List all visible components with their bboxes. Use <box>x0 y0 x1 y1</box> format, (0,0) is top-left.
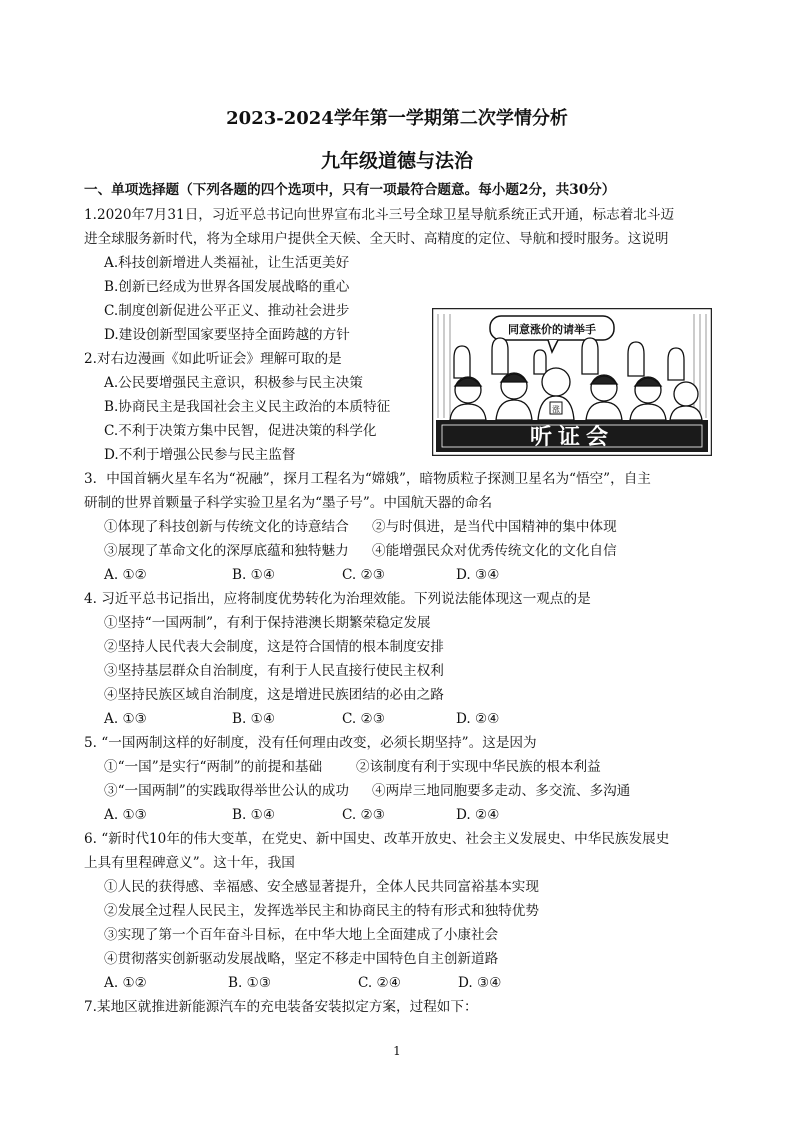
q1-option-b: B.创新已经成为世界各国发展战略的重心 <box>104 279 350 295</box>
q1-option-c: C.制度创新促进公平正义、推动社会进步 <box>104 303 350 319</box>
q2-option-a: A.公民要增强民主意识，积极参与民主决策 <box>104 375 363 391</box>
q1-option-d: D.建设创新型国家要坚持全面跨越的方针 <box>104 327 350 343</box>
q6-statement-3: ③实现了第一个百年奋斗目标，在中华大地上全面建成了小康社会 <box>104 927 499 943</box>
q5-option-a: A. ①③ <box>104 807 147 823</box>
q2-option-b: B.协商民主是我国社会主义民主政治的本质特征 <box>104 399 391 415</box>
hearing-cartoon <box>432 308 712 456</box>
q3-option-d: D. ③④ <box>456 567 500 583</box>
q6-statement-2: ②发展全过程人民民主，发挥选举民主和协商民主的特有形式和独特优势 <box>104 903 539 919</box>
q6-option-b: B. ①③ <box>228 975 272 991</box>
q3-stem-line1: 3．中国首辆火星车名为“祝融”，探月工程名为“嫦娥”，暗物质粒子探测卫星名为“悟空”，自主 <box>84 471 651 487</box>
q4-statement-1: ①坚持“一国两制”，有利于保持港澳长期繁荣稳定发展 <box>104 615 431 631</box>
q5-option-c: C. ②③ <box>342 807 385 823</box>
section-heading: 一、单项选择题（下列各题的四个选项中，只有一项最符合题意。每小题2分，共30分） <box>84 182 616 198</box>
q1-stem-line1: 1.2020年7月31日，习近平总书记向世界宣布北斗三号全球卫星导航系统正式开通，标志着北斗迈 <box>84 207 675 223</box>
q3-option-a: A. ①② <box>104 567 147 583</box>
q4-option-d: D. ②④ <box>456 711 500 727</box>
cartoon-banner-text: 听证会 <box>529 425 615 450</box>
q3-option-b: B. ①④ <box>232 567 276 583</box>
q3-statement-2: ②与时俱进，是当代中国精神的集中体现 <box>372 519 617 535</box>
q3-stem-line2: 研制的世界首颗量子科学实验卫星名为“墨子号”。中国航天器的命名 <box>84 495 493 511</box>
exam-subject: 九年级道德与法治 <box>320 150 473 172</box>
q6-option-d: D. ③④ <box>458 975 502 991</box>
q5-stem: 5. “一国两制这样的好制度，没有任何理由改变，必须长期坚持”。这是因为 <box>84 735 537 751</box>
q4-statement-4: ④坚持民族区域自治制度，这是增进民族团结的必由之路 <box>104 687 444 703</box>
q3-statement-1: ①体现了科技创新与传统文化的诗意结合 <box>104 519 349 535</box>
q6-option-a: A. ①② <box>104 975 147 991</box>
page-number: 1 <box>393 1044 401 1058</box>
q3-statement-4: ④能增强民众对优秀传统文化的文化自信 <box>372 543 617 559</box>
q4-statement-3: ③坚持基层群众自治制度，有利于人民直接行使民主权利 <box>104 663 444 679</box>
q4-option-c: C. ②③ <box>342 711 385 727</box>
q2-option-d: D.不利于增强公民参与民主监督 <box>104 447 296 463</box>
q3-statement-3: ③展现了革命文化的深厚底蕴和独特魅力 <box>104 543 349 559</box>
q6-statement-1: ①人民的获得感、幸福感、安全感显著提升，全体人民共同富裕基本实现 <box>104 879 539 895</box>
q6-statement-4: ④贯彻落实创新驱动发展战略，坚定不移走中国特色自主创新道路 <box>104 951 499 967</box>
q4-stem: 4. 习近平总书记指出，应将制度优势转化为治理效能。下列说法能体现这一观点的是 <box>84 591 591 607</box>
q5-statement-4: ④两岸三地同胞要多走动、多交流、多沟通 <box>372 783 631 799</box>
cartoon-bubble-text: 同意涨价的请举手 <box>508 323 596 336</box>
q5-option-b: B. ①④ <box>232 807 276 823</box>
q6-stem-line2: 上具有里程碑意义”。这十年，我国 <box>84 855 295 871</box>
q4-statement-2: ②坚持人民代表大会制度，这是符合国情的根本制度安排 <box>104 639 444 655</box>
q2-stem: 2.对右边漫画《如此听证会》理解可取的是 <box>84 351 342 367</box>
q1-stem-line2: 进全球服务新时代，将为全球用户提供全天候、全天时、高精度的定位、导航和授时服务。这说明 <box>84 231 669 247</box>
q6-option-c: C. ②④ <box>358 975 401 991</box>
q5-statement-3: ③“一国两制”的实践取得举世公认的成功 <box>104 783 349 799</box>
cartoon-badge-text: 涨 <box>552 405 560 414</box>
q5-statement-2: ②该制度有利于实现中华民族的根本利益 <box>356 759 601 775</box>
q3-option-c: C. ②③ <box>342 567 385 583</box>
q4-option-a: A. ①③ <box>104 711 147 727</box>
q7-stem: 7.某地区就推进新能源汽车的充电装备安装拟定方案，过程如下： <box>84 999 478 1015</box>
q5-statement-1: ①“一国”是实行“两制”的前提和基础 <box>104 759 323 775</box>
exam-title: 2023-2024学年第一学期第二次学情分析 <box>226 108 568 129</box>
q5-option-d: D. ②④ <box>456 807 500 823</box>
q2-option-c: C.不利于决策方集中民智，促进决策的科学化 <box>104 423 377 439</box>
q1-option-a: A.科技创新增进人类福祉，让生活更美好 <box>104 255 350 271</box>
q6-stem-line1: 6. “新时代10年的伟大变革，在党史、新中国史、改革开放史、社会主义发展史、中华民族发展史 <box>84 831 670 847</box>
q4-option-b: B. ①④ <box>232 711 276 727</box>
